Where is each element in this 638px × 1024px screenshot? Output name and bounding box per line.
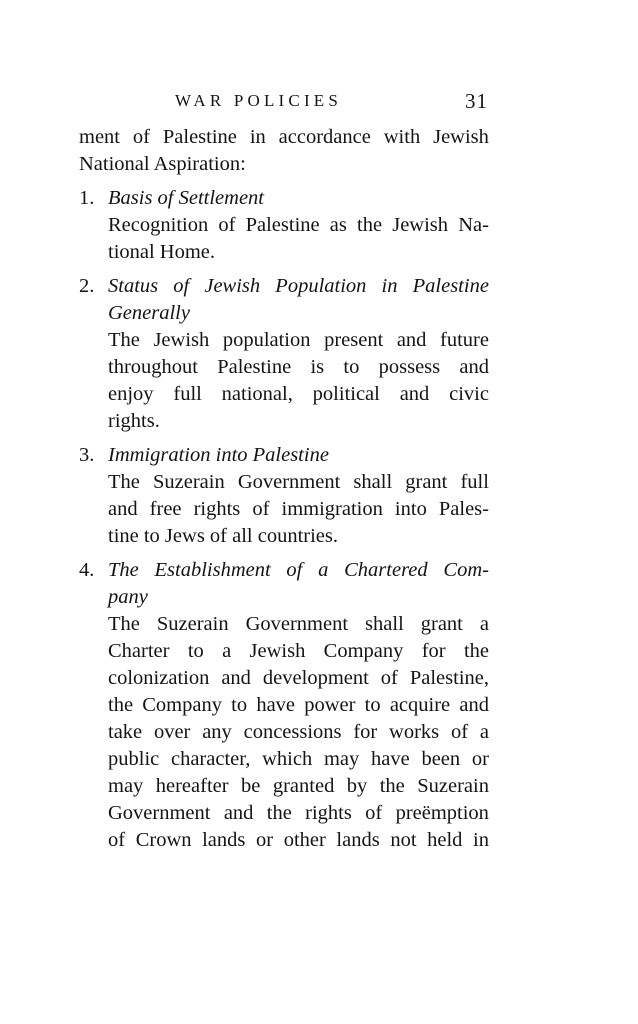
section-body-line: throughout Palestine is to possess and — [108, 356, 489, 378]
section-body-line: public character, which may have been or — [108, 748, 489, 770]
section-body-line: Government and the rights of preëmption — [108, 802, 489, 824]
page-number: 31 — [465, 89, 488, 113]
section-body-line: colonization and development of Palestine, — [108, 667, 489, 689]
section-number: 4. — [79, 559, 95, 581]
section-body-line: of Crown lands or other lands not held in — [108, 829, 489, 851]
section-heading-text: pany — [108, 586, 148, 608]
section-heading — [79, 442, 489, 469]
intro-line: ment of Palestine in accordance with Jewish — [79, 126, 489, 148]
section-body-line: tional Home. — [108, 241, 216, 263]
section-body-line: The Suzerain Government shall grant full — [108, 471, 489, 493]
section-body-line: the Company to have power to acquire and — [108, 694, 489, 716]
section-heading-text: Generally — [108, 302, 190, 324]
section-heading — [79, 185, 489, 212]
section-4 — [79, 557, 489, 854]
section-body-line: enjoy full national, political and civic — [108, 383, 489, 405]
section-body-line: The Jewish population present and future — [108, 329, 489, 351]
intro-line: National Aspiration: — [79, 153, 246, 175]
section-heading — [79, 557, 489, 584]
section-number: 2. — [79, 275, 95, 297]
section-number: 1. — [79, 187, 95, 209]
section-body-line: rights. — [108, 410, 160, 432]
section-2 — [79, 273, 489, 435]
section-body-line: and free rights of immigration into Pales- — [108, 498, 489, 520]
section-1 — [79, 185, 489, 266]
section-body-line: The Suzerain Government shall grant a — [108, 613, 489, 635]
section-3 — [79, 442, 489, 550]
section-heading-text: The Establishment of a Chartered Com- — [108, 559, 489, 581]
section-heading-text: Immigration into Palestine — [108, 444, 329, 466]
running-head — [80, 91, 488, 121]
body-text — [79, 124, 489, 854]
section-body-line: take over any concessions for works of a — [108, 721, 489, 743]
section-body-line: Recognition of Palestine as the Jewish Na- — [108, 214, 489, 236]
section-heading — [79, 273, 489, 300]
running-title: WAR POLICIES — [175, 91, 343, 110]
section-body-line: Charter to a Jewish Company for the — [108, 640, 489, 662]
section-heading-text: Status of Jewish Population in Palestine — [108, 275, 489, 297]
section-body-line: may hereafter be granted by the Suzerain — [108, 775, 489, 797]
section-heading-text: Basis of Settlement — [108, 187, 265, 209]
section-body-line: tine to Jews of all countries. — [108, 525, 339, 547]
section-number: 3. — [79, 444, 95, 466]
